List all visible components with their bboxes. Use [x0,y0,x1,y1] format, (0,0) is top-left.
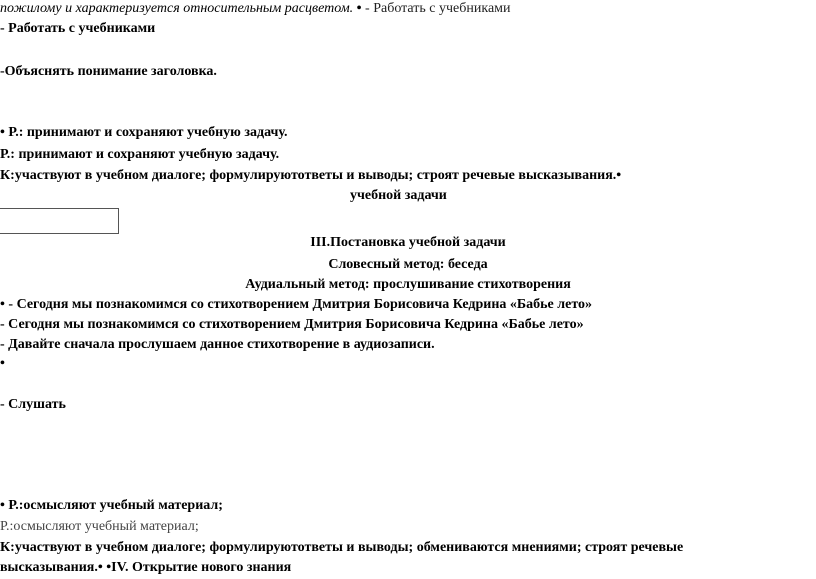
text-line-5: Р.: принимают и сохраняют учебную задачу. [0,147,280,162]
text-line-14: Р.:осмысляют учебный материал; [0,519,199,534]
heading-stage: III.Постановка учебной задачи [310,235,506,250]
text-line-13: • Р.:осмысляют учебный материал; [0,498,223,513]
text-line-9: - Сегодня мы познакомимся со стихотворением Дмитрия Борисовича Кедрина «Бабье лето» [0,317,584,332]
text-line-8: • - Сегодня мы познакомимся со стихотворением Дмитрия Борисовича Кедрина «Бабье лето» [0,297,593,312]
text-line-2: - Работать с учебниками [0,21,156,36]
text-line-7: учебной задачи [350,188,447,203]
text-line-16: высказывания.• •IV. Открытие нового знания [0,560,292,575]
text-line-6: К:участвуют в учебном диалоге; формулируютответы и выводы; строят речевые высказывания.• [0,168,622,183]
heading-method-1: Словесный метод: беседа [328,257,488,272]
bullet: • [353,1,366,16]
italic-fragment: пожилому и характеризуется относительным расцветом. [0,1,354,16]
empty-table-cell [0,208,119,234]
text-line-12: - Слушать [0,397,66,412]
text-line-15: К:участвуют в учебном диалоге; формулируютответы и выводы; обмениваются мнениями; строят речевые [0,540,684,555]
plain-fragment: - Работать с учебниками [365,1,511,16]
text-line-1 [0,0,511,18]
text-line-10: - Давайте сначала прослушаем данное стихотворение в аудиозаписи. [0,337,435,352]
heading-method-2: Аудиальный метод: прослушивание стихотворения [245,277,571,292]
text-line-3: -Объяснять понимание заголовка. [0,64,217,79]
text-line-4: • Р.: принимают и сохраняют учебную задачу. [0,125,288,140]
text-line-11: • [0,356,5,371]
